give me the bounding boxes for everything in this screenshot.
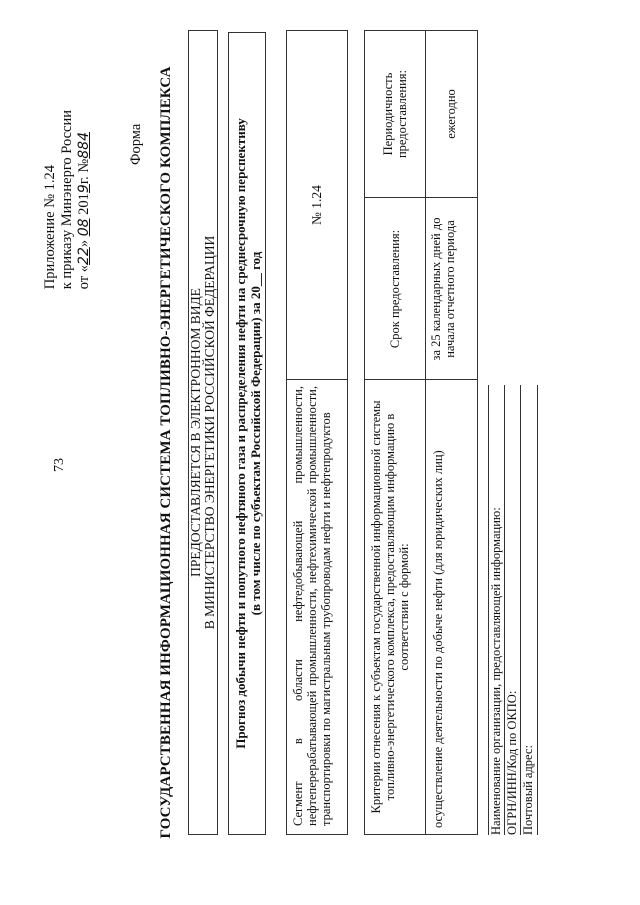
electronic-line-2: В МИНИСТЕРСТВО ЭНЕРГЕТИКИ РОССИЙСКОЙ ФЕДЕРАЦИИ — [202, 235, 217, 630]
footer-address: Почтовый адрес: — [521, 745, 535, 835]
form-number: № 1.24 — [309, 185, 324, 225]
deadline-value: за 25 календарных дней до начала отчетного периода — [429, 217, 457, 361]
periodicity-header: Периодичность предоставления: — [381, 69, 409, 159]
deadline-header: Срок предоставления: — [388, 229, 402, 349]
electronic-submission-box — [188, 30, 218, 835]
handwritten-year-digit: 9 — [76, 184, 92, 194]
footer-org-name: Наименование организации, предоставляющей информацию: — [489, 507, 503, 835]
forecast-line-2: (в том числе по субъектам Российской Федерации) за 20__ год — [248, 251, 263, 616]
appendix-line-1: Приложение № 1.24 — [42, 164, 58, 290]
handwritten-day: 22 — [76, 247, 92, 265]
segment-table — [286, 30, 348, 835]
criteria-value: осуществление деятельности по добыче нефти (для юридических лиц) — [431, 450, 445, 828]
handwritten-order-number: 884 — [76, 132, 92, 159]
form-label: Форма — [128, 123, 144, 165]
segment-divider — [287, 379, 347, 380]
forecast-line-1: Прогноз добычи нефти и попутного нефтяного газа и распределения нефти на среднесрочную перспективу — [233, 118, 248, 749]
criteria-header: Критерии отнесения к субъектам государственной информационной системы топливно-энергетического комплекса, предоставляющим информацию в соответствии с формой: — [369, 400, 411, 814]
page-number: 73 — [52, 458, 67, 472]
criteria-table — [364, 30, 478, 835]
footer-ogrn: ОГРН/ИНН/Код по ОКПО: — [505, 690, 519, 835]
electronic-line-1: ПРЕДОСТАВЛЯЕТСЯ В ЭЛЕКТРОННОМ ВИДЕ — [188, 288, 203, 577]
appendix-line-2: к приказу Минэнерго России — [59, 110, 75, 290]
main-title: ГОСУДАРСТВЕННАЯ ИНФОРМАЦИОННАЯ СИСТЕМА ТОПЛИВНО-ЭНЕРГЕТИЧЕСКОГО КОМПЛЕКСА — [158, 66, 174, 839]
handwritten-month: 08 — [76, 218, 92, 237]
criteria-col-divider-1 — [365, 379, 477, 380]
segment-description: Сегмент в области нефтедобывающей промышленности, нефтеперерабатывающей промышленности, нефтехимической промышленности, транспортировки по магистральным трубопроводам нефти и нефтепродуктов — [291, 386, 333, 826]
criteria-row-divider — [425, 31, 426, 834]
criteria-col-divider-2 — [365, 197, 477, 198]
forecast-title-box — [228, 32, 266, 835]
appendix-header — [42, 110, 93, 289]
appendix-line-3: от «22» 08 2019г. №884 — [76, 132, 92, 290]
footer-bottom-line — [537, 385, 538, 835]
periodicity-value: ежегодно — [444, 89, 458, 139]
